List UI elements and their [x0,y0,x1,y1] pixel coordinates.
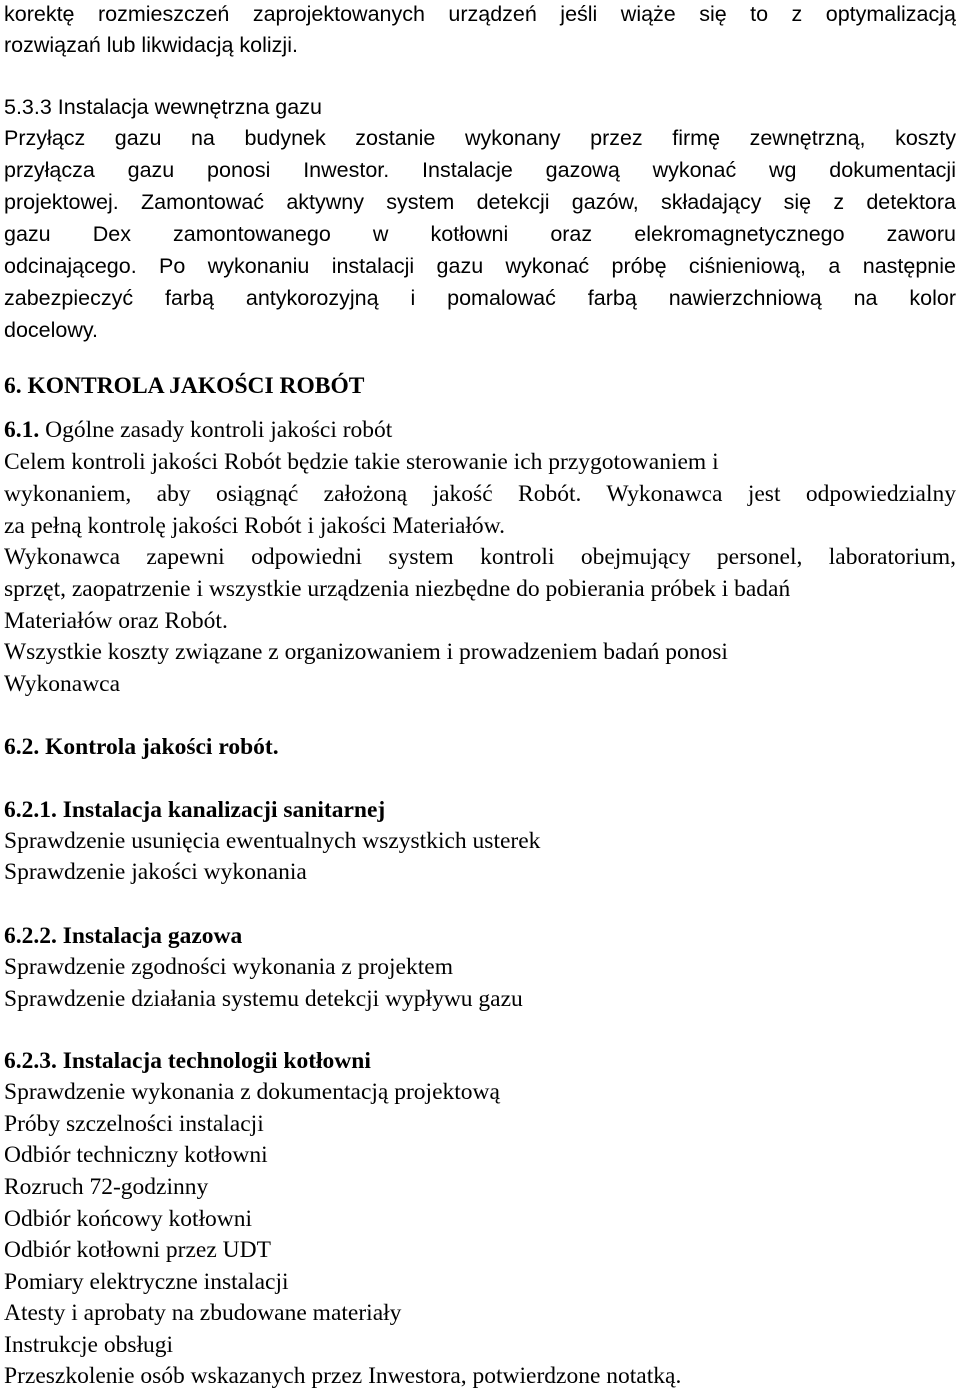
list-item: Sprawdzenie wykonania z dokumentacją projektową [4,1079,500,1105]
section-6-1-title: Ogólne zasady kontroli jakości robót [39,417,393,443]
section-6-2-1-heading: 6.2.1. Instalacja kanalizacji sanitarnej [4,797,386,823]
paragraph-line: Materiałów oraz Robót. [4,608,228,634]
list-item: Sprawdzenie jakości wykonania [4,859,307,885]
list-item: Instrukcje obsługi [4,1332,174,1358]
paragraph-line: gazu Dex zamontowanego w kotłowni oraz elekromagnetycznego zaworu [4,222,956,246]
list-item: Atesty i aprobaty na zbudowane materiały [4,1300,402,1326]
paragraph-line: docelowy. [4,318,99,342]
section-6-2-2-heading: 6.2.2. Instalacja gazowa [4,923,243,949]
intro-line-2: rozwiązań lub likwidacją kolizji. [4,33,298,57]
paragraph-line: Wykonawca zapewni odpowiedni system kontroli obejmujący personel, laboratorium, [4,544,956,570]
list-item: Odbiór kotłowni przez UDT [4,1237,271,1263]
paragraph-line: Przyłącz gazu na budynek zostanie wykonany przez firmę zewnętrzną, koszty [4,126,956,150]
section-6-heading: 6. KONTROLA JAKOŚCI ROBÓT [4,373,365,399]
list-item: Sprawdzenie zgodności wykonania z projektem [4,954,453,980]
list-item: Przeszkolenie osób wskazanych przez Inwestora, potwierdzone notatką. [4,1363,682,1389]
list-item: Pomiary elektryczne instalacji [4,1269,289,1295]
section-6-2-heading: 6.2. Kontrola jakości robót. [4,734,279,760]
paragraph-line: odcinającego. Po wykonaniu instalacji gazu wykonać próbę ciśnieniową, a następnie [4,254,956,278]
section-6-1-number: 6.1. [4,417,40,443]
list-item: Sprawdzenie usunięcia ewentualnych wszystkich usterek [4,828,541,854]
paragraph-line: projektowej. Zamontować aktywny system detekcji gazów, składający się z detektora [4,190,956,214]
list-item: Sprawdzenie działania systemu detekcji wypływu gazu [4,986,523,1012]
paragraph-line: Celem kontroli jakości Robót będzie takie sterowanie ich przygotowaniem i [4,449,719,475]
section-5-3-3-heading: 5.3.3 Instalacja wewnętrzna gazu [4,95,322,119]
paragraph-line: wykonaniem, aby osiągnąć założoną jakość Robót. Wykonawca jest odpowiedzialny [4,481,956,507]
section-6-1-heading [4,416,392,444]
list-item: Rozruch 72-godzinny [4,1174,209,1200]
list-item: Odbiór końcowy kotłowni [4,1206,253,1232]
intro-line-1: korektę rozmieszczeń zaprojektowanych urządzeń jeśli wiąże się to z optymalizacją [4,2,956,26]
paragraph-line: za pełną kontrolę jakości Robót i jakości Materiałów. [4,513,505,539]
section-6-2-3-heading: 6.2.3. Instalacja technologii kotłowni [4,1048,371,1074]
paragraph-line: zabezpieczyć farbą antykorozyjną i pomalować farbą nawierzchniową na kolor [4,286,956,310]
paragraph-line: Wykonawca [4,671,121,697]
paragraph-line: Wszystkie koszty związane z organizowaniem i prowadzeniem badań ponosi [4,639,728,665]
list-item: Odbiór techniczny kotłowni [4,1142,268,1168]
paragraph-line: przyłącza gazu ponosi Inwestor. Instalacje gazową wykonać wg dokumentacji [4,158,956,182]
paragraph-line: sprzęt, zaopatrzenie i wszystkie urządzenia niezbędne do pobierania próbek i badań [4,576,791,602]
list-item: Próby szczelności instalacji [4,1111,264,1137]
